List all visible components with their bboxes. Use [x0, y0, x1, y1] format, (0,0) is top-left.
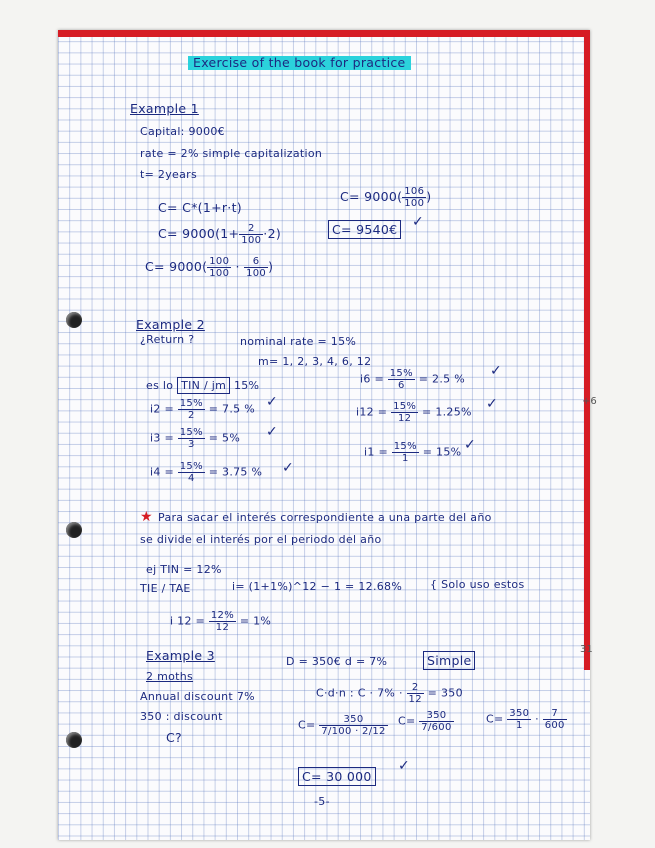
red-top-edge	[58, 30, 590, 37]
check-mark: ✓	[266, 394, 278, 410]
tie-formula: i= (1+1%)^12 − 1 = 12.68%	[232, 580, 403, 593]
i6-line: i6 = $\frac{15\%}{6}$ = 2.5 %	[360, 368, 465, 391]
c2-line: C= $\frac{350}{7/600}$	[398, 710, 452, 733]
annual-discount: Annual discount 7%	[140, 690, 255, 703]
star-icon: ★	[140, 509, 153, 525]
c-question: C?	[166, 730, 182, 745]
check-mark: ✓	[282, 460, 294, 476]
margin-note: 31	[580, 644, 593, 655]
time-line: t= 2years	[140, 168, 197, 181]
note-line-2: se divide el interés por el periodo del año	[140, 533, 382, 546]
example3-result: C= 30 000	[298, 767, 376, 786]
nominal-rate: nominal rate = 15%	[240, 335, 357, 348]
example-tin: ej TIN = 12%	[146, 563, 222, 576]
page-title: Exercise of the book for practice	[188, 56, 411, 70]
months-line: 2 moths	[146, 670, 194, 683]
check-mark: ✓	[464, 437, 476, 453]
example2-heading: Example 2	[136, 317, 205, 332]
discount-line: 350 : discount	[140, 710, 223, 723]
i1-line: i1 = $\frac{15\%}{1}$ = 15%	[364, 441, 462, 464]
note-line-1: Para sacar el interés correspondiente a una parte del año	[158, 511, 492, 524]
binder-hole	[66, 732, 82, 748]
c3-line: C= $\frac{350}{1}$ · $\frac{7}{600}$	[486, 708, 565, 731]
substitution-right: C= 9000( $\frac{106}{100}$ )	[340, 186, 432, 209]
d-line: D = 350€ d = 7%	[286, 655, 388, 668]
check-mark: ✓	[266, 424, 278, 440]
check-mark: ✓	[490, 363, 502, 379]
formula-line: C= C*(1+r·t)	[158, 200, 242, 215]
c1-line: C= $\frac{350}{7/100 \cdot 2/12}$	[298, 714, 386, 737]
binder-hole	[66, 522, 82, 538]
example1-heading: Example 1	[130, 101, 199, 116]
i12b-line: i 12 = $\frac{12\%}{12}$ = 1%	[170, 610, 272, 633]
tin-line: es lo TIN / jm 15%	[146, 379, 260, 392]
m-values: m= 1, 2, 3, 4, 6, 12	[258, 355, 372, 368]
tie-note: { Solo uso estos	[430, 578, 525, 591]
cdn-line: C·d·n : C · 7% · $\frac{2}{12}$ = 350	[316, 682, 463, 705]
red-right-edge	[584, 30, 590, 670]
tie-label: TIE / TAE	[140, 582, 191, 595]
page-number: -5-	[314, 795, 330, 808]
check-mark: ✓	[398, 758, 410, 774]
i2-line: i2 = $\frac{15\%}{2}$ = 7.5 %	[150, 398, 255, 421]
simple-box: Simple	[423, 651, 475, 670]
binder-hole	[66, 312, 82, 328]
i4-line: i4 = $\frac{15\%}{4}$ = 3.75 %	[150, 461, 263, 484]
check-mark: ✓	[412, 214, 424, 230]
i12-line: i12 = $\frac{15\%}{12}$ = 1.25%	[356, 401, 472, 424]
return-question: ¿Return ?	[140, 333, 195, 346]
margin-note: +6	[582, 396, 597, 407]
rate-line: rate = 2% simple capitalization	[140, 147, 323, 160]
substitution-line-1: C= 9000(1+ $\frac{2}{100}$ ·2)	[158, 223, 281, 246]
example3-heading: Example 3	[146, 648, 215, 663]
capital-line: Capital: 9000€	[140, 125, 225, 138]
substitution-line-2: C= 9000( $\frac{100}{100}$ · $\frac{6}{100}$ )	[145, 256, 274, 279]
check-mark: ✓	[486, 396, 498, 412]
example1-result: C= 9540€	[328, 220, 401, 239]
i3-line: i3 = $\frac{15\%}{3}$ = 5%	[150, 427, 241, 450]
